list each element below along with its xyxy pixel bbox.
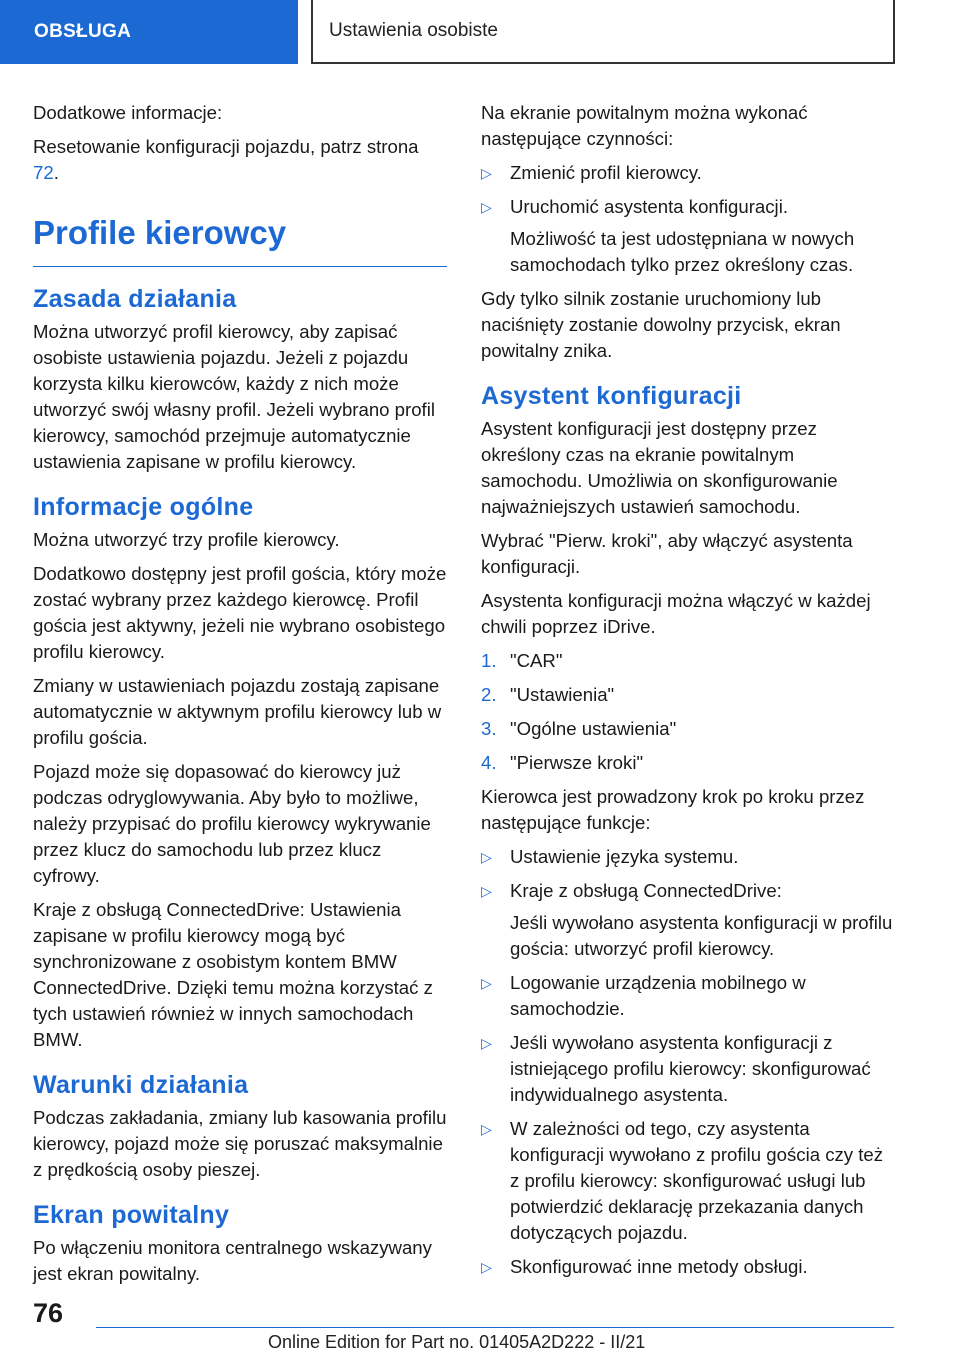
triangle-bullet-icon: ▷ bbox=[481, 1035, 492, 1051]
paragraph-asystent-2: Wybrać "Pierw. kroki", aby włączyć asystenta konfiguracji. bbox=[481, 530, 853, 577]
paragraph-zasada: Można utworzyć profil kierowcy, aby zapisać osobiste ustawienia pojazdu. Jeżeli z pojazdu korzysta kilku kierowców, każdy z nich może utworzyć swój własny profil. Jeżeli wybrano profil kierowcy, samochód przejmuje automatycznie ustawienia zapisane w profilu kierowcy. bbox=[33, 321, 435, 472]
heading-ekran: Ekran powitalny bbox=[33, 1201, 230, 1229]
edition-note: Online Edition for Part no. 01405A2D222 - II/21 bbox=[268, 1332, 646, 1352]
paragraph-asystent-1: Asystent konfiguracji jest dostępny przez określony czas na ekranie powitalnym samochodu. Umożliwia on skonfigurowanie najważniejszych ustawień samochodu. bbox=[481, 418, 838, 517]
step-number: 1. bbox=[481, 650, 497, 671]
triangle-bullet-icon: ▷ bbox=[481, 165, 492, 181]
paragraph-info-1: Można utworzyć trzy profile kierowcy. bbox=[33, 529, 340, 550]
paragraph-intro: Na ekranie powitalnym można wykonać następujące czynności: bbox=[481, 102, 808, 149]
triangle-bullet-icon: ▷ bbox=[481, 1121, 492, 1137]
page-header-title: Ustawienia osobiste bbox=[311, 0, 895, 64]
triangle-bullet-icon: ▷ bbox=[481, 883, 492, 899]
reset-reference: Resetowanie konfiguracji pojazdu, patrz strona 72. bbox=[33, 136, 419, 183]
list-item: ▷ Jeśli wywołano asystenta konfiguracji z istniejącego profilu kierowcy: skonfigurować indywidualnego asystenta. bbox=[481, 1032, 871, 1105]
list-item: ▷ Skonfigurować inne metody obsługi. bbox=[481, 1254, 895, 1280]
list-item: ▷ Ustawienie języka systemu. bbox=[481, 844, 895, 870]
triangle-bullet-icon: ▷ bbox=[481, 849, 492, 865]
paragraph-warunki: Podczas zakładania, zmiany lub kasowania profilu kierowcy, pojazd może się poruszać maksymalnie z prędkością osoby pieszej. bbox=[33, 1107, 447, 1180]
list-item: ▷ Kraje z obsługą ConnectedDrive: Jeśli wywołano asystenta konfiguracji w profilu gościa: utworzyć profil kierowcy. bbox=[481, 878, 895, 962]
step-item: 3. "Ogólne ustawienia" bbox=[481, 716, 895, 742]
triangle-bullet-icon: ▷ bbox=[481, 975, 492, 991]
reset-reference-text: Resetowanie konfiguracji pojazdu, patrz strona bbox=[33, 136, 419, 157]
list-item: ▷ W zależności od tego, czy asystenta konfiguracji wywołano z profilu gościa czy też z profilu kierowcy: skonfigurować usługi lub potwierdzić deklarację przekazania danych dotyczących pojazdu. bbox=[481, 1118, 884, 1243]
step-item: 1. "CAR" bbox=[481, 648, 895, 674]
heading-zasada: Zasada działania bbox=[33, 285, 237, 313]
list-item: ▷ Zmienić profil kierowcy. bbox=[481, 160, 895, 186]
page-number: 76 bbox=[33, 1298, 64, 1328]
heading-informacje: Informacje ogólne bbox=[33, 493, 254, 521]
paragraph-info-5: Kraje z obsługą ConnectedDrive: Ustawienia zapisane w profilu kierowcy mogą być synchronizowane z osobistym kontem BMW ConnectedDrive. Dzięki temu można korzystać z tych ustawień również w innych samochodach BMW. bbox=[33, 899, 433, 1050]
step-number: 4. bbox=[481, 752, 497, 773]
paragraph-asystent-3: Asystenta konfiguracji można włączyć w każdej chwili poprzez iDrive. bbox=[481, 590, 871, 637]
paragraph-ekran: Po włączeniu monitora centralnego wskazywany jest ekran powitalny. bbox=[33, 1237, 432, 1284]
paragraph-start: Gdy tylko silnik zostanie uruchomiony lub naciśnięty zostanie dowolny przycisk, ekran powitalny znika. bbox=[481, 288, 841, 361]
step-number: 3. bbox=[481, 718, 497, 739]
list-item: ▷ Uruchomić asystenta konfiguracji. Możliwość ta jest udostępniana w nowych samochodach tylko przez określony czas. bbox=[481, 194, 895, 278]
triangle-bullet-icon: ▷ bbox=[481, 199, 492, 215]
list-item: ▷ Logowanie urządzenia mobilnego w samochodzie. bbox=[481, 972, 806, 1019]
heading-warunki: Warunki działania bbox=[33, 1071, 249, 1099]
step-item: 2. "Ustawienia" bbox=[481, 682, 895, 708]
page-link-72[interactable]: 72 bbox=[33, 162, 54, 183]
triangle-bullet-icon: ▷ bbox=[481, 1259, 492, 1275]
list-item-note: Możliwość ta jest udostępniana w nowych samochodach tylko przez określony czas. bbox=[510, 228, 855, 275]
list-item-note: Jeśli wywołano asystenta konfiguracji w profilu gościa: utworzyć profil kierowcy. bbox=[510, 912, 893, 959]
additional-info-label: Dodatkowe informacje: bbox=[33, 102, 223, 123]
welcome-actions-list bbox=[481, 160, 895, 278]
right-column bbox=[481, 100, 895, 1288]
footer-divider bbox=[96, 1327, 894, 1328]
paragraph-guided: Kierowca jest prowadzony krok po kroku przez następujące funkcje: bbox=[481, 786, 865, 833]
left-column bbox=[33, 100, 447, 1295]
paragraph-info-3: Zmiany w ustawieniach pojazdu zostają zapisane automatycznie w aktywnym profilu kierowcy lub w profilu gościa. bbox=[33, 675, 442, 748]
step-number: 2. bbox=[481, 684, 497, 705]
step-item: 4. "Pierwsze kroki" bbox=[481, 750, 895, 776]
chapter-title: Profile kierowcy bbox=[33, 214, 447, 267]
paragraph-info-4: Pojazd może się dopasować do kierowcy już podczas odryglowywania. Aby było to możliwe, należy przypisać do profilu kierowcy wykrywanie przez klucz do samochodu lub przez klucz cyfrowy. bbox=[33, 761, 431, 886]
guided-functions-list bbox=[481, 844, 895, 1280]
heading-asystent: Asystent konfiguracji bbox=[481, 382, 742, 410]
section-tab: OBSŁUGA bbox=[0, 0, 298, 64]
paragraph-info-2: Dodatkowo dostępny jest profil gościa, który może zostać wybrany przez każdego kierowcę. Profil gościa jest aktywny, jeżeli nie wybrano osobistego profilu kierowcy. bbox=[33, 563, 447, 662]
steps-list bbox=[481, 648, 895, 776]
